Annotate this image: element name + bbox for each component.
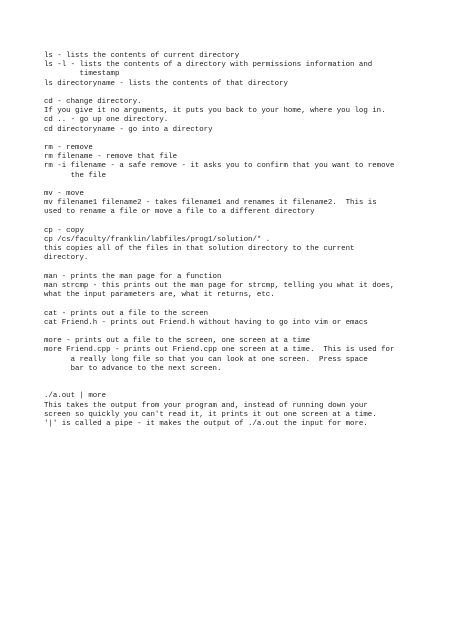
command-section [44, 144, 444, 181]
document-body [44, 52, 444, 438]
text-line: bar to advance to the next screen. [44, 364, 222, 373]
command-section [44, 310, 444, 328]
text-line: cd .. - go up one directory. [44, 116, 169, 125]
text-line: '|' is called a pipe - it makes the output of ./a.out the input for more. [44, 420, 368, 428]
text-line: what the input parameters are, what it returns, etc. [44, 291, 275, 300]
text-line: mv - move [44, 190, 84, 198]
text-line: cd - change directory. [44, 98, 142, 106]
command-section [44, 52, 444, 89]
text-line: man - prints the man page for a function [44, 272, 222, 281]
text-line: directory. [44, 254, 89, 263]
text-line [44, 383, 444, 392]
command-section [44, 227, 444, 264]
text-line: cp /cs/faculty/franklin/labfiles/prog1/solution/* . [44, 236, 271, 244]
command-section [44, 190, 444, 218]
text-line: rm - remove [44, 144, 93, 152]
text-line: ./a.out | more [44, 392, 107, 401]
command-section [44, 98, 444, 135]
text-line: man strcmp - this prints out the man page for strcmp, telling you what it does, [44, 282, 395, 290]
text-line: rm filename - remove that file [44, 153, 178, 162]
command-section [44, 383, 444, 429]
text-line: cp - copy [44, 226, 84, 235]
text-line: more - prints out a file to the screen, one screen at a time [44, 337, 311, 346]
text-line: this copies all of the files in that solution directory to the current [44, 245, 355, 254]
text-line: ls - lists the contents of current directory [44, 52, 240, 60]
text-line: rm -i filename - a safe remove - it asks you to confirm that you want to remove [44, 162, 395, 171]
text-line: used to rename a file or move a file to a different directory [44, 208, 315, 217]
text-line: cat - prints out a file to the screen [44, 309, 209, 318]
text-line: timestamp [44, 70, 120, 79]
text-line: This takes the output from your program and, instead of running down your [44, 401, 368, 410]
text-line: the file [44, 171, 107, 180]
command-section [44, 273, 444, 301]
text-line: cd directoryname - go into a directory [44, 125, 213, 134]
command-section [44, 337, 444, 374]
text-line: mv filename1 filename2 - takes filename1 and renames it filename2. This is [44, 199, 377, 208]
text-line: a really long file so that you can look at one screen. Press space [44, 355, 368, 364]
text-line: screen so quickly you can't read it, it prints it out one screen at a time. [44, 410, 377, 419]
text-line: cat Friend.h - prints out Friend.h without having to go into vim or emacs [44, 318, 368, 327]
text-line: If you give it no arguments, it puts you back to your home, where you log in. [44, 107, 386, 116]
text-line: more Friend.cpp - prints out Friend.cpp one screen at a time. This is used for [44, 346, 395, 355]
text-line: ls -l - lists the contents of a directory with permissions information and [44, 61, 373, 70]
text-line: ls directoryname - lists the contents of that directory [44, 79, 288, 88]
